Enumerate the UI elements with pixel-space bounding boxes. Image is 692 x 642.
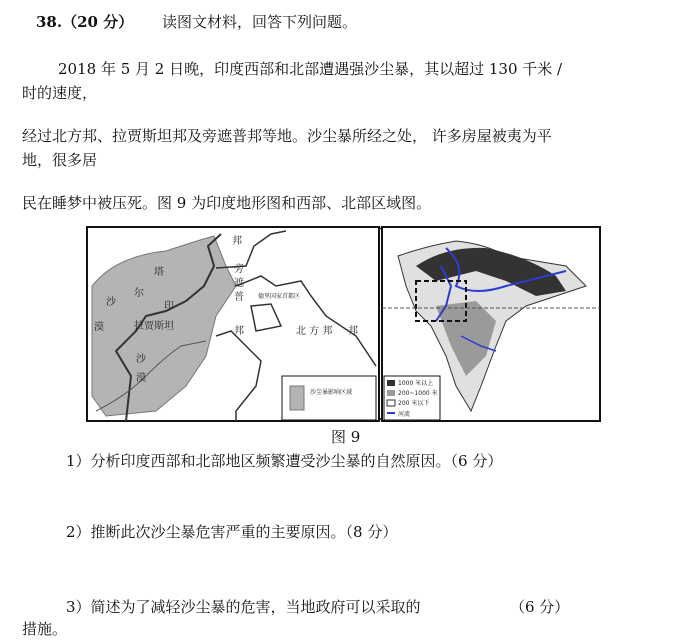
- figure-caption: 图 9: [331, 428, 361, 446]
- subquestion-1: 1）分析印度西部和北部地区频繁遭受沙尘暴的自然原因。（6 分）: [66, 452, 503, 470]
- map-legend-text: 沙尘暴影响区域: [310, 389, 353, 396]
- figure-9: [86, 226, 602, 422]
- material-line-2: 时的速度，: [22, 84, 98, 102]
- map-label-ta: 塔: [154, 267, 164, 278]
- legend-label-river: 河流: [398, 411, 411, 418]
- subquestion-3b: 措施。: [22, 620, 68, 638]
- map-label-mo2: 漠: [136, 373, 146, 384]
- legend-swatch-high: [387, 380, 395, 386]
- map-label-zhe: 遮: [234, 278, 244, 289]
- figure-svg: [86, 226, 602, 422]
- subquestion-3a: 3）简述为了减轻沙尘暴的危害，当地政府可以采取的: [66, 598, 421, 616]
- map-label-yin: 印: [164, 301, 174, 312]
- question-number: 38.（20 分）: [36, 13, 134, 31]
- map-label-er: 尔: [134, 288, 144, 299]
- map-label-sha2: 沙: [136, 354, 146, 365]
- legend-label-low: 200 米以下: [398, 400, 430, 407]
- material-line-1: 2018 年 5 月 2 日晚，印度西部和北部遭遇强沙尘暴，其以超过 130 千米 /: [58, 60, 563, 78]
- legend-label-mid: 200~1000 米: [398, 390, 438, 397]
- map-label-bang2: 邦: [234, 326, 244, 337]
- material-line-4: 地，很多居: [22, 151, 98, 169]
- map-label-rajasthan: 拉贾斯坦: [134, 321, 174, 332]
- legend-swatch: [290, 386, 304, 410]
- map-label-delhi: 德里国家首都区: [258, 293, 301, 300]
- map-label-bang1: 邦: [232, 236, 242, 247]
- material-line-3: 经过北方邦、拉贾斯坦邦及旁遮普邦等地。沙尘暴所经之处， 许多房屋被夷为平: [22, 127, 552, 145]
- legend-swatch-mid: [387, 390, 395, 396]
- legend-swatch-low: [387, 400, 395, 406]
- map-label-bang3: 邦: [348, 326, 358, 337]
- map-label-pu: 普: [234, 292, 244, 303]
- legend-label-high: 1000 米以上: [398, 380, 434, 387]
- subquestion-3-score: （6 分）: [510, 598, 570, 616]
- material-line-5: 民在睡梦中被压死。图 9 为印度地形图和西部、北部区域图。: [22, 194, 432, 212]
- map-label-sha1: 沙: [106, 297, 116, 308]
- subquestion-2: 2）推断此次沙尘暴危害严重的主要原因。（8 分）: [66, 523, 398, 541]
- map-label-up: 北 方 邦: [296, 326, 333, 337]
- map-label-mo1: 漠: [94, 322, 104, 333]
- map-label-pang: 旁: [234, 264, 244, 275]
- question-intro: 读图文材料，回答下列问题。: [162, 13, 358, 31]
